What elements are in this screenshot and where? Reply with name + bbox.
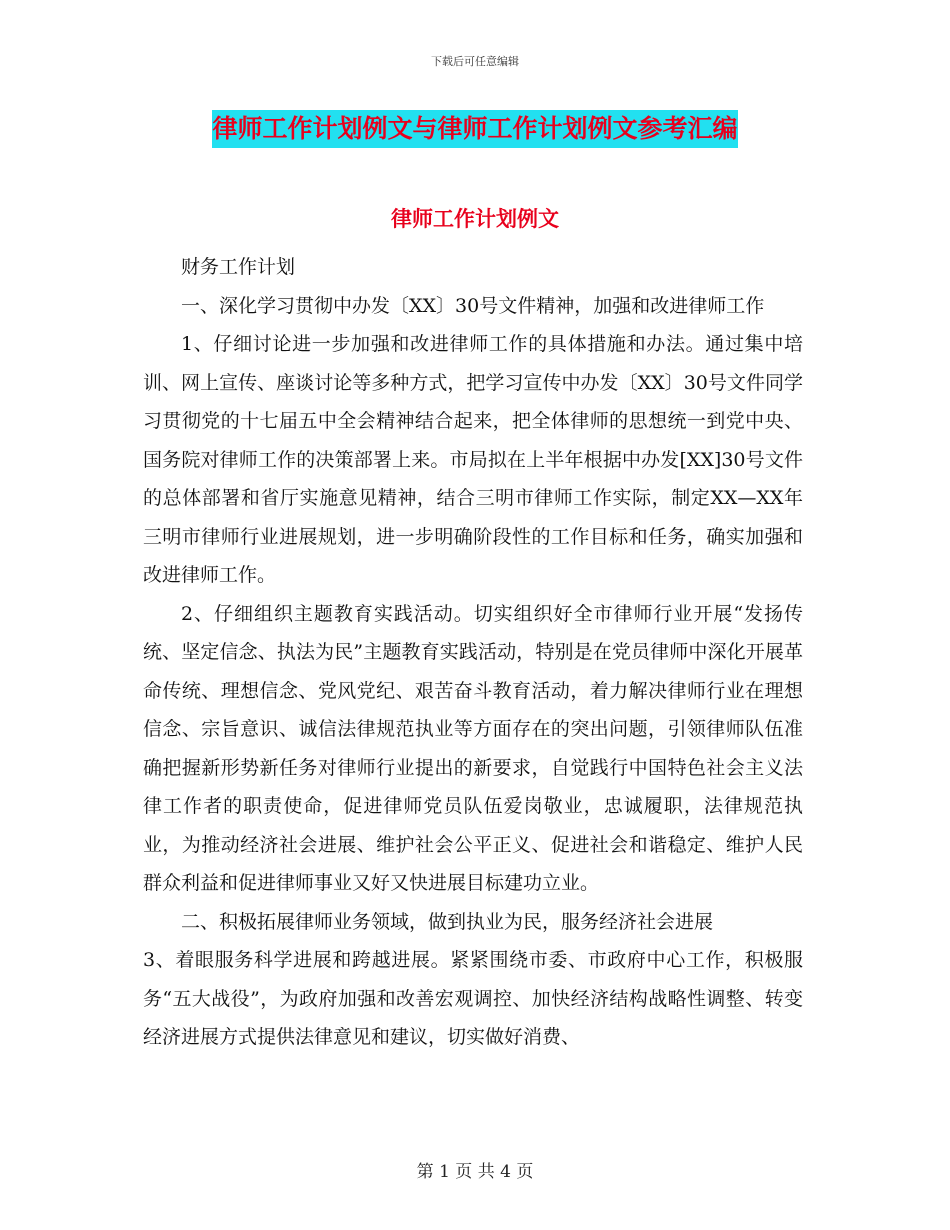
paragraph: 1、仔细讨论进一步加强和改进律师工作的具体措施和办法。通过集中培训、网上宣传、座谈讨论等多种方式，把学习宣传中办发〔XX〕30号文件同学习贯彻党的十七届五中全会精神结合起来，把全体律师的思想统一到党中央、国务院对律师工作的决策部署上来。市局拟在上半年根据中办发[XX]30号文件的总体部署和省厅实施意见精神，结合三明市律师工作实际，制定XX—XX年三明市律师行业进展规划，进一步明确阶段性的工作目标和任务，确实加强和改进律师工作。	[143, 333, 803, 586]
paragraph: 3、着眼服务科学进展和跨越进展。紧紧围绕市委、市政府中心工作，积极服务“五大战役”，为政府加强和改善宏观调控、加快经济结构战略性调整、转变经济进展方式提供法律意见和建议，切实做好消费、	[143, 949, 803, 1048]
page-footer: 第 1 页 共 4 页	[416, 1162, 534, 1182]
main-title-text: 律师工作计划例文与律师工作计划例文参考汇编	[212, 110, 737, 148]
main-title	[0, 110, 950, 148]
paragraph: 一、深化学习贯彻中办发〔XX〕30号文件精神，加强和改进律师工作	[181, 294, 765, 317]
paragraph: 2、仔细组织主题教育实践活动。切实组织好全市律师行业开展“发扬传统、坚定信念、执法为民”主题教育实践活动，特别是在党员律师中深化开展革命传统、理想信念、党风党纪、艰苦奋斗教育活动，着力解决律师行业在理想信念、宗旨意识、诚信法律规范执业等方面存在的突出问题，引领律师队伍准确把握新形势新任务对律师行业提出的新要求，自觉践行中国特色社会主义法律工作者的职责使命，促进律师党员队伍爱岗敬业，忠诚履职，法律规范执业，为推动经济社会进展、维护社会公平正义、促进社会和谐稳定、维护人民群众利益和促进律师事业又好又快进展目标建功立业。	[143, 602, 803, 894]
paragraph: 二、积极拓展律师业务领域，做到执业为民，服务经济社会进展	[181, 910, 714, 933]
paragraph: 财务工作计划	[181, 256, 296, 278]
header-note: 下载后可任意编辑	[431, 55, 519, 68]
section-title: 律师工作计划例文	[391, 207, 559, 231]
document-body	[143, 248, 803, 1057]
